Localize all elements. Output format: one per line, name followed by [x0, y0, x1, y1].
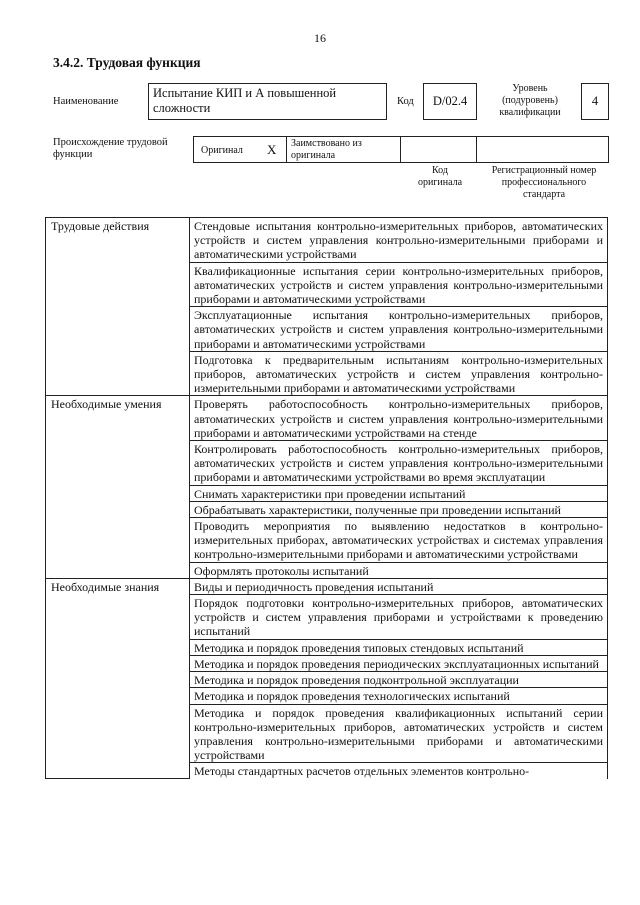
- code-label: Код: [397, 96, 414, 107]
- section-item: Методика и порядок проведения типовых стендовых испытаний: [190, 639, 608, 655]
- section-item: Оформлять протоколы испытаний: [190, 562, 608, 578]
- original-label: Оригинал: [201, 145, 243, 156]
- section-item: Эксплуатационные испытания контрольно-измерительных приборов, автоматических устройств и систем управления контрольно-измерительными приборами и автоматическими устройствами: [190, 307, 608, 352]
- page-number: 16: [314, 31, 326, 45]
- section-item: Стендовые испытания контрольно-измерительных приборов, автоматических устройств и систем управления контрольно-измерительными приборами и автоматическими устройствами: [190, 218, 608, 263]
- borrowed-box: [286, 136, 401, 163]
- section-item: Методика и порядок проведения квалификационных испытаний серии контрольно-измерительных приборов, автоматических устройств и систем управления контрольно-измерительными приборами и автоматическими устройствами: [190, 704, 608, 763]
- section-item: Виды и периодичность проведения испытаний: [190, 578, 608, 594]
- section-item: Методика и порядок проведения технологических испытаний: [190, 688, 608, 704]
- section-item: Проверять работоспособность контрольно-измерительных приборов, автоматических устройств и систем управления контрольно-измерительными приборами и автоматическими устройствами на стенде: [190, 396, 608, 441]
- section-item: Обрабатывать характеристики, полученные при проведении испытаний: [190, 501, 608, 517]
- origin-label: Происхождение трудовой функции: [53, 137, 168, 160]
- code-original-label: Код оригинала: [417, 165, 463, 188]
- function-name: Испытание КИП и А повышенной сложности: [153, 86, 337, 115]
- table-row: [46, 578, 608, 594]
- section-title: 3.4.2. Трудовая функция: [53, 55, 201, 70]
- name-label: Наименование: [53, 96, 119, 107]
- level-value: 4: [591, 94, 599, 108]
- section-item: Методика и порядок проведения периодических эксплуатационных испытаний: [190, 655, 608, 671]
- borrowed-label: Заимствовано из оригинала: [291, 138, 362, 161]
- code-value: D/02.4: [432, 94, 468, 108]
- section-item: Контролировать работоспособность контрольно-измерительных приборов, автоматических устройств и систем управления контрольно-измерительными приборами и автоматическими устройствами во время эксплуатации: [190, 441, 608, 486]
- section-item: Порядок подготовки контрольно-измерительных приборов, автоматических устройств и систем управления приборами и устройствами к проведению испытаний: [190, 595, 608, 640]
- original-mark: X: [267, 142, 277, 157]
- table-row: [46, 218, 608, 263]
- level-label: Уровень (подуровень) квалификации: [499, 83, 561, 118]
- section-item: Подготовка к предварительным испытаниям контрольно-измерительных приборов, автоматических устройств и систем управления контрольно-измерительными приборами и автоматическими устройствами: [190, 351, 608, 396]
- section-item: Методы стандартных расчетов отдельных элементов контрольно-: [190, 763, 608, 779]
- code-box: [423, 83, 477, 120]
- section-item: Снимать характеристики при проведении испытаний: [190, 485, 608, 501]
- section-item: Методика и порядок проведения подконтрольной эксплуатации: [190, 672, 608, 688]
- section-category: Необходимые умения: [46, 396, 190, 578]
- original-code-box: [400, 136, 477, 163]
- function-name-box: [148, 83, 387, 120]
- table-row: [46, 396, 608, 441]
- section-category: Необходимые знания: [46, 578, 190, 778]
- section-item: Проводить мероприятия по выявлению недостатков в контрольно-измерительных приборах, автоматических устройствах и системах управления контрольно-измерительными приборами и автоматическими устройствами: [190, 518, 608, 563]
- level-box: [581, 83, 609, 120]
- reg-number-box: [476, 136, 609, 163]
- section-item: Квалификационные испытания серии контрольно-измерительных приборов, автоматических устройств и систем управления контрольно-измерительными приборами и автоматическими устройствами: [190, 262, 608, 307]
- original-box: [193, 136, 287, 163]
- reg-number-label: Регистрационный номер профессионального стандарта: [491, 165, 597, 200]
- function-details-table: [45, 217, 608, 779]
- section-category: Трудовые действия: [46, 218, 190, 396]
